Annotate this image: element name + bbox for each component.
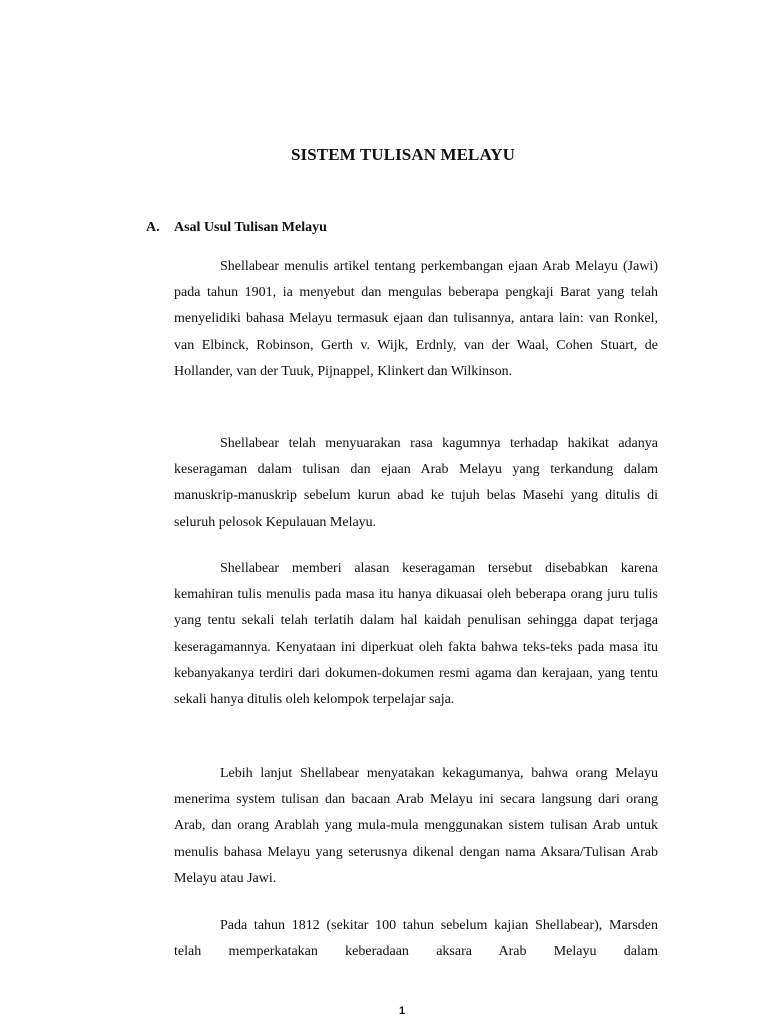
page-number: 1	[398, 1005, 406, 1017]
paragraph-2: Shellabear telah menyuarakan rasa kagumnya terhadap hakikat adanya keseragaman dalam tulisan dan ejaan Arab Melayu yang terkandung dalam manuskrip-manuskrip sebelum kurun abad ke tujuh belas Masehi yang ditulis di seluruh pelosok Kepulauan Melayu.	[174, 436, 658, 530]
document-title: SISTEM TULISAN MELAYU	[290, 145, 516, 164]
paragraph-5: Pada tahun 1812 (sekitar 100 tahun sebelum kajian Shellabear), Marsden telah memperkatakan keberadaan aksara Arab Melayu dalam	[174, 918, 658, 960]
paragraph-4: Lebih lanjut Shellabear menyatakan kekagumanya, bahwa orang Melayu menerima system tulisan dan bacaan Arab Melayu ini secara langsung dari orang Arab, dan orang Arablah yang mula-mula menggunakan sistem tulisan Arab untuk menulis bahasa Melayu yang seterusnya dikenal dengan nama Aksara/Tulisan Arab Melayu atau Jawi.	[174, 766, 658, 886]
paragraph-1: Shellabear menulis artikel tentang perkembangan ejaan Arab Melayu (Jawi) pada tahun 1901, ia menyebut dan mengulas beberapa pengkaji Barat yang telah menyelidiki bahasa Melayu termasuk ejaan dan tulisannya, antara lain: van Ronkel, van Elbinck, Robinson, Gerth v. Wijk, Erdnly, van der Waal, Cohen Stuart, de Hollander, van der Tuuk, Pijnappel, Klinkert dan Wilkinson.	[174, 259, 658, 379]
section-heading	[146, 220, 327, 236]
paragraph-3: Shellabear memberi alasan keseragaman tersebut disebabkan karena kemahiran tulis menulis pada masa itu hanya dikuasai oleh beberapa orang juru tulis yang tentu sekali telah terlatih dalam hal kaidah penulisan sehingga dapat terjaga keseragamannya. Kenyataan ini diperkuat oleh fakta bahwa teks-teks pada masa itu kebanyakanya terdiri dari dokumen-dokumen resmi agama dan kerajaan, yang tentu sekali hanya ditulis oleh kelompok terpelajar saja.	[174, 561, 658, 708]
section-letter: A.	[146, 220, 160, 235]
section-heading-text: Asal Usul Tulisan Melayu	[174, 220, 327, 235]
